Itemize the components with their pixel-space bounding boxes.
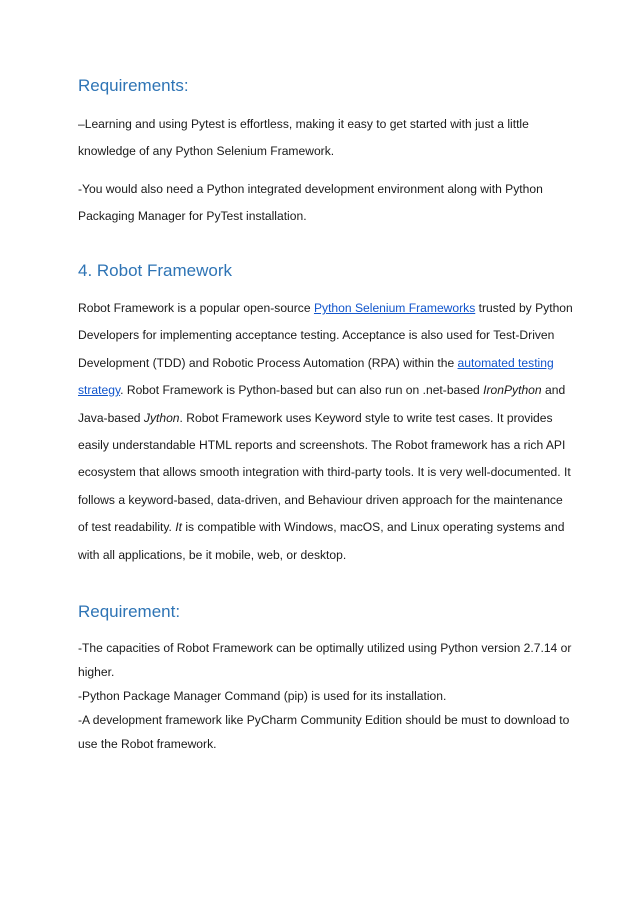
text-span: Java-based	[78, 410, 144, 425]
heading-robot-framework: 4. Robot Framework	[78, 261, 232, 280]
text-line: -A development framework like PyCharm Community Edition should be must to download to	[78, 713, 570, 727]
heading-requirements: Requirements:	[78, 76, 189, 95]
paragraph-pytest-learning	[78, 111, 578, 166]
text-line: Packaging Manager for PyTest installation.	[78, 209, 307, 224]
text-span: Robot Framework is a popular open-source	[78, 301, 314, 315]
text-line: -You would also need a Python integrated development environment along with Python	[78, 182, 543, 196]
text-line: -The capacities of Robot Framework can be optimally utilized using Python version 2.7.14 or	[78, 641, 572, 655]
text-line	[78, 514, 578, 541]
text-span: is compatible with Windows, macOS, and Linux operating systems and	[181, 520, 565, 535]
text-span: . Robot Framework uses Keyword style to write test cases. It provides	[179, 410, 553, 425]
text-line	[78, 405, 578, 432]
text-line: Developers for implementing acceptance testing. Acceptance is also used for Test-Driven	[78, 328, 555, 343]
text-line: higher.	[78, 665, 115, 679]
text-emphasis: IronPython	[483, 383, 542, 398]
text-line	[78, 377, 578, 404]
text-line: knowledge of any Python Selenium Framework.	[78, 144, 335, 159]
text-span: . Robot Framework is Python-based but can also run on .net-based	[120, 383, 484, 398]
paragraph-pytest-ide	[78, 176, 578, 231]
text-line: –Learning and using Pytest is effortless, making it easy to get started with just a little	[78, 117, 529, 131]
text-line: ecosystem that allows smooth integration with third-party tools. It is very well-documented. It	[78, 465, 571, 480]
text-line	[78, 295, 578, 322]
text-line: easily understandable HTML reports and screenshots. The Robot framework has a rich API	[78, 438, 566, 453]
text-span: Development (TDD) and Robotic Process Automation (RPA) within the	[78, 355, 458, 370]
paragraph-robot-framework	[78, 295, 578, 569]
text-line: use the Robot framework.	[78, 737, 217, 751]
link-automated-testing-strategy[interactable]: automated testing	[457, 355, 554, 370]
text-line: -Python Package Manager Command (pip) is used for its installation.	[78, 689, 447, 703]
link-automated-testing-strategy-cont[interactable]: strategy	[78, 383, 121, 398]
text-line: with all applications, be it mobile, web, or desktop.	[78, 547, 347, 562]
text-span: trusted by Python	[475, 301, 573, 315]
text-line: follows a keyword-based, data-driven, and Behaviour driven approach for the maintenance	[78, 492, 563, 507]
text-span: and	[541, 383, 566, 398]
heading-requirement: Requirement:	[78, 602, 181, 621]
text-span: of test readability.	[78, 520, 176, 535]
paragraph-robot-requirements	[78, 636, 578, 756]
text-emphasis: It	[175, 520, 182, 535]
text-line	[78, 350, 578, 377]
link-python-selenium-frameworks[interactable]: Python Selenium Frameworks	[313, 301, 476, 315]
text-emphasis: Jython	[143, 410, 180, 425]
